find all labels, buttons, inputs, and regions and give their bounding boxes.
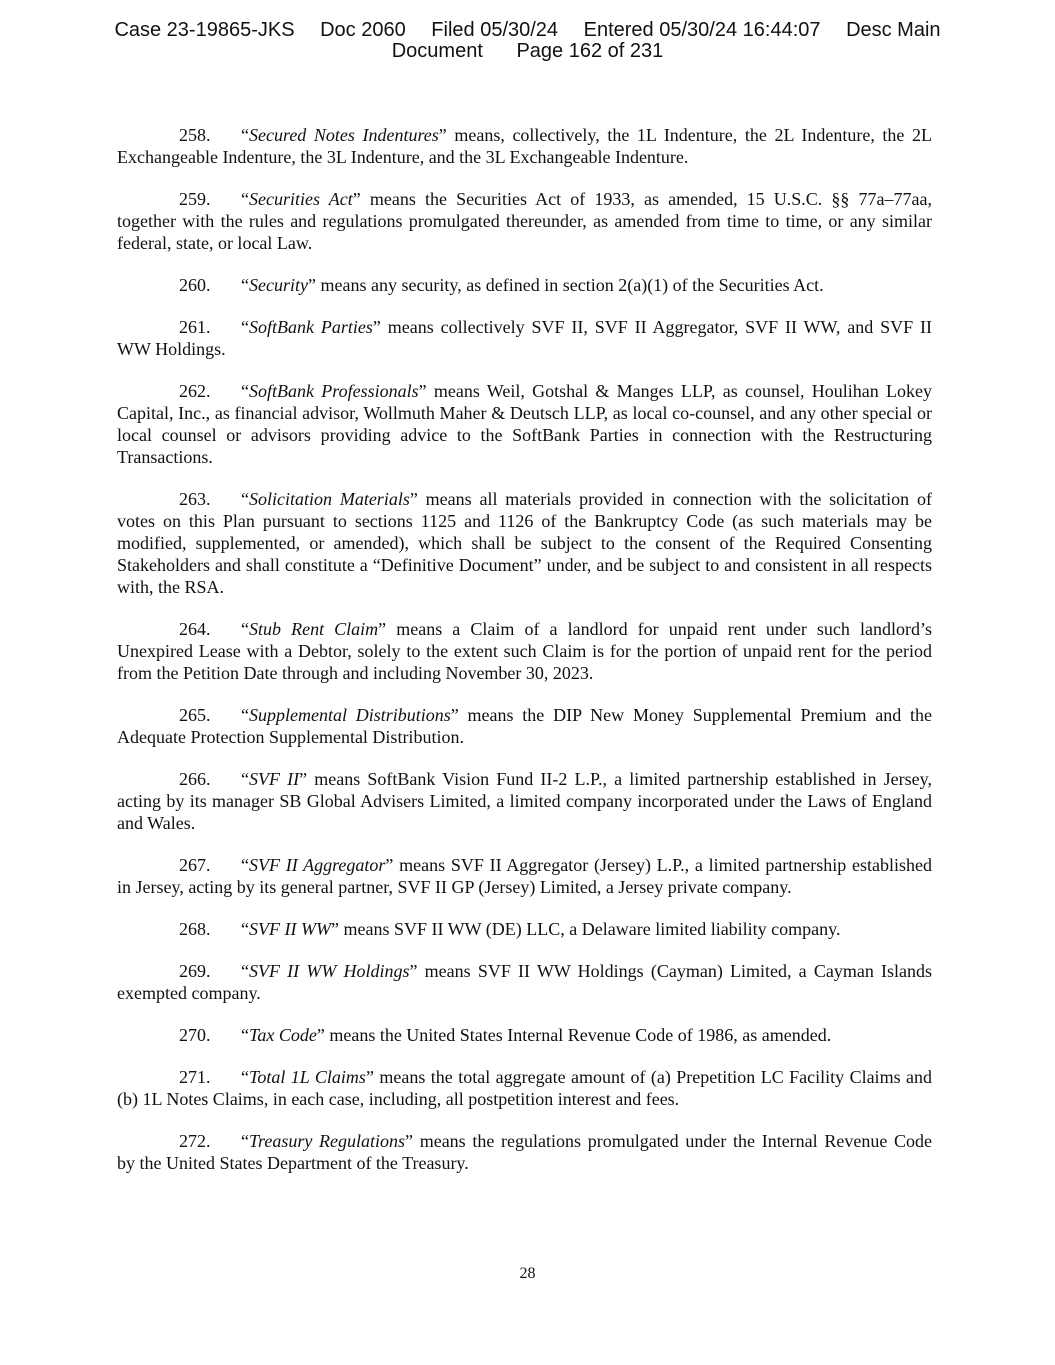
defined-term: Tax Code: [249, 1025, 317, 1045]
definition-paragraph: 264. “Stub Rent Claim” means a Claim of a landlord for unpaid rent under such landlord’s Unexpired Lease with a Debtor, solely to the extent such Claim is for the portion of unpaid rent for the period from the Petition Date through and including November 30, 2023.: [117, 619, 932, 683]
definition-paragraph: 261. “SoftBank Parties” means collectively SVF II, SVF II Aggregator, SVF II WW, and SVF II WW Holdings.: [117, 317, 933, 359]
definition-paragraph: 262. “SoftBank Professionals” means Weil, Gotshal & Manges LLP, as counsel, Houlihan Lokey Capital, Inc., as financial advisor, Wollmuth Maher & Deutsch LLP, as local co-counsel, and any other special or local counsel or advisors providing advice to the SoftBank Parties in connection with the Restructuring Transactions.: [117, 381, 932, 467]
page-number: 28: [519, 1265, 536, 1282]
defined-term: Secured Notes Indentures: [249, 125, 439, 145]
para-number: 263.: [179, 489, 211, 509]
para-number: 261.: [179, 317, 211, 337]
definition-paragraph: 269. “SVF II WW Holdings” means SVF II WW Holdings (Cayman) Limited, a Cayman Islands exempted company.: [117, 961, 932, 1003]
para-number: 260.: [179, 275, 211, 295]
para-number: 268.: [179, 919, 211, 939]
document-body: [117, 124, 932, 1194]
para-number: 272.: [179, 1131, 211, 1151]
definition-text: ” means the DIP New Money Supplemental Premium and the Adequate Protection Supplemental Distribution.: [117, 705, 932, 747]
defined-term: SVF II WW: [249, 919, 331, 939]
definition-paragraph: 263. “Solicitation Materials” means all materials provided in connection with the solicitation of votes on this Plan pursuant to sections 1125 and 1126 of the Bankruptcy Code (as such materials may be modified, supplemented, or amended), which shall be subject to the consent of the Required Consenting Stakeholders and shall constitute a “Definitive Document” under, and be subject to and consistent in all respects with, the RSA.: [117, 489, 932, 597]
definition-paragraph: 271. “Total 1L Claims” means the total aggregate amount of (a) Prepetition LC Facility Claims and (b) 1L Notes Claims, in each case, including, all postpetition interest and fees.: [117, 1067, 932, 1109]
case-number: Case 23-19865-JKS: [114, 19, 295, 41]
definition-text: ” means all materials provided in connection with the solicitation of votes on this Plan pursuant to sections 1125 and 1126 of the Bankruptcy Code (as such materials may be modified, supplemented, or amended), which shall be subject to the consent of the Required Consenting Stakeholders and shall constitute a “Definitive Document” under, and be subject to and consistent in all respects with, the RSA.: [117, 489, 932, 597]
definition-text: ” means the Securities Act of 1933, as amended, 15 U.S.C. §§ 77a–77aa, together with the rules and regulations promulgated thereunder, as amended from time to time, or any similar federal, state, or local Law.: [117, 189, 933, 253]
para-number: 266.: [179, 769, 211, 789]
para-number: 258.: [179, 125, 211, 145]
definition-text: ” means SVF II Aggregator (Jersey) L.P., a limited partnership established in Jersey, acting by its general partner, SVF II GP (Jersey) Limited, a Jersey private company.: [117, 855, 932, 897]
definition-paragraph: 265. “Supplemental Distributions” means the DIP New Money Supplemental Premium and the Adequate Protection Supplemental Distribution.: [117, 705, 932, 747]
header-line-1: [0, 20, 1055, 41]
definition-text: ” means SVF II WW Holdings (Cayman) Limited, a Cayman Islands exempted company.: [117, 961, 932, 1003]
definition-text: ” means Weil, Gotshal & Manges LLP, as counsel, Houlihan Lokey Capital, Inc., as financial advisor, Wollmuth Maher & Deutsch LLP, as local co-counsel, and any other special or local counsel or advisors providing advice to the SoftBank Parties in connection with the Restructuring Transactions.: [117, 381, 932, 467]
defined-term: Securities Act: [249, 189, 353, 209]
document-label: Document: [391, 40, 483, 62]
para-number: 259.: [179, 189, 211, 209]
definition-text: ” means the total aggregate amount of (a) Prepetition LC Facility Claims and (b) 1L Notes Claims, in each case, including, all postpetition interest and fees.: [117, 1067, 932, 1109]
header-line-2: [0, 41, 1055, 62]
defined-term: Stub Rent Claim: [249, 619, 379, 639]
para-number: 262.: [179, 381, 211, 401]
definition-paragraph: 258. “Secured Notes Indentures” means, collectively, the 1L Indenture, the 2L Indenture, the 2L Exchangeable Indenture, the 3L Indenture, and the 3L Exchangeable Indenture.: [117, 125, 932, 167]
definition-text: ” means the regulations promulgated under the Internal Revenue Code by the United States Department of the Treasury.: [117, 1131, 932, 1173]
defined-term: Treasury Regulations: [249, 1131, 406, 1151]
para-number: 267.: [179, 855, 211, 875]
defined-term: SVF II Aggregator: [249, 855, 386, 875]
defined-term: SoftBank Professionals: [249, 381, 419, 401]
defined-term: Solicitation Materials: [249, 489, 410, 509]
para-number: 271.: [179, 1067, 211, 1087]
definition-text: ” means SoftBank Vision Fund II-2 L.P., a limited partnership established in Jersey, acting by its manager SB Global Advisers Limited, a limited company incorporated under the Laws of England and Wales.: [117, 769, 932, 833]
definition-text: ” means SVF II WW (DE) LLC, a Delaware limited liability company.: [330, 919, 841, 939]
defined-term: SoftBank Parties: [249, 317, 373, 337]
definition-text: ” means the United States Internal Revenue Code of 1986, as amended.: [316, 1025, 832, 1045]
para-number: 264.: [179, 619, 211, 639]
definition-paragraph: 268. “SVF II WW” means SVF II WW (DE) LLC, a Delaware limited liability company.: [179, 919, 841, 939]
para-number: 265.: [179, 705, 211, 725]
doc-number: Doc 2060: [320, 19, 406, 41]
defined-term: Security: [249, 275, 308, 295]
filed-date: Filed 05/30/24: [431, 19, 559, 41]
definition-paragraph: 267. “SVF II Aggregator” means SVF II Aggregator (Jersey) L.P., a limited partnership established in Jersey, acting by its general partner, SVF II GP (Jersey) Limited, a Jersey private company.: [117, 855, 932, 897]
definition-paragraph: 260. “Security” means any security, as defined in section 2(a)(1) of the Securities Act.: [179, 275, 824, 295]
definition-text: ” means collectively SVF II, SVF II Aggregator, SVF II WW, and SVF II WW Holdings.: [117, 317, 933, 359]
definition-paragraph: 259. “Securities Act” means the Securities Act of 1933, as amended, 15 U.S.C. §§ 77a–77aa, together with the rules and regulations promulgated thereunder, as amended from time to time, or any similar federal, state, or local Law.: [117, 189, 933, 253]
defined-term: SVF II: [249, 769, 300, 789]
defined-term: SVF II WW Holdings: [249, 961, 410, 981]
defined-term: Total 1L Claims: [249, 1067, 366, 1087]
entered-date: Entered 05/30/24 16:44:07: [583, 19, 821, 41]
definition-paragraph: 272. “Treasury Regulations” means the regulations promulgated under the Internal Revenue Code by the United States Department of the Treasury.: [117, 1131, 932, 1173]
defined-term: Supplemental Distributions: [249, 705, 451, 725]
definition-text: ” means any security, as defined in section 2(a)(1) of the Securities Act.: [307, 275, 824, 295]
definition-text: ” means, collectively, the 1L Indenture, the 2L Indenture, the 2L Exchangeable Indenture, the 3L Indenture, and the 3L Exchangeable Indenture.: [117, 125, 932, 167]
definition-text: ” means a Claim of a landlord for unpaid rent under such landlord’s Unexpired Lease with a Debtor, solely to the extent such Claim is for the portion of unpaid rent for the period from the Petition Date through and including November 30, 2023.: [117, 619, 932, 683]
para-number: 269.: [179, 961, 211, 981]
description: Desc Main: [846, 19, 941, 41]
definition-paragraph: 270. “Tax Code” means the United States Internal Revenue Code of 1986, as amended.: [179, 1025, 832, 1045]
definition-paragraph: 266. “SVF II” means SoftBank Vision Fund II-2 L.P., a limited partnership established in Jersey, acting by its manager SB Global Advisers Limited, a limited company incorporated under the Laws of England and Wales.: [117, 769, 932, 833]
case-header: [0, 20, 1055, 62]
page-of: Page 162 of 231: [516, 40, 664, 62]
para-number: 270.: [179, 1025, 211, 1045]
